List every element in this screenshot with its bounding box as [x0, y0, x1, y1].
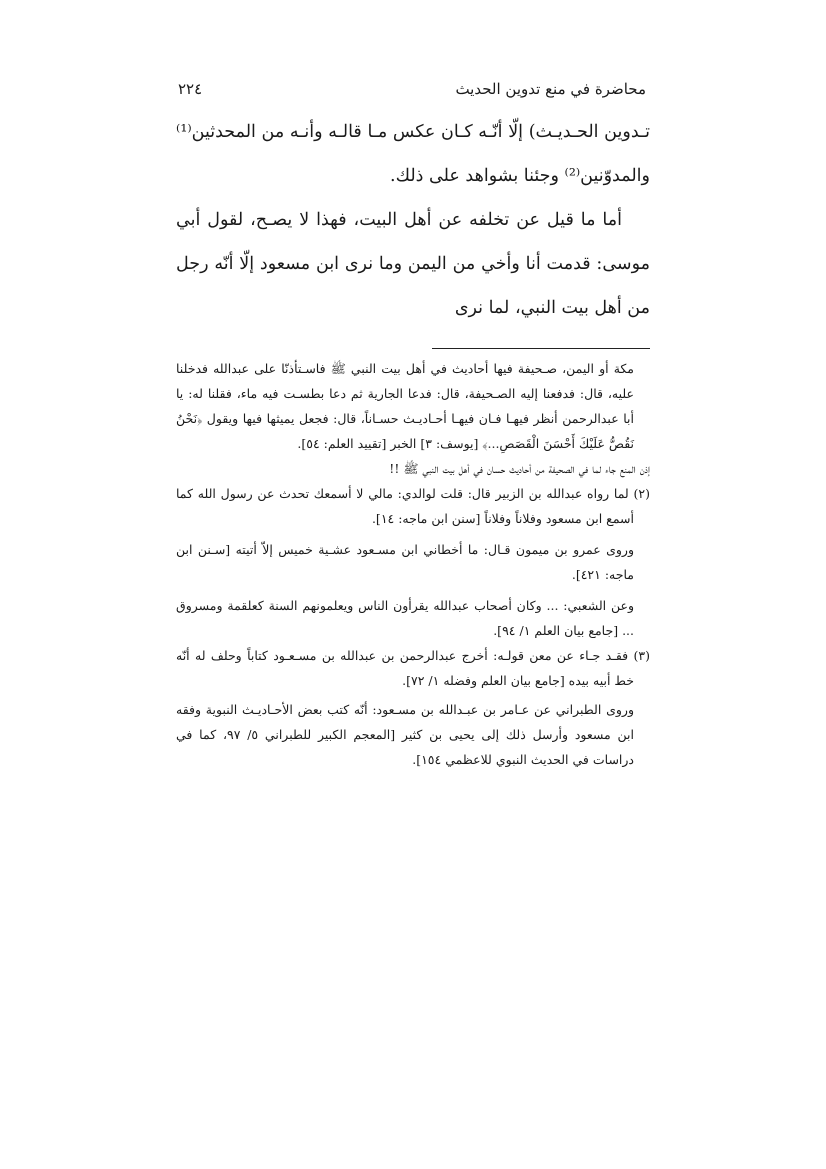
footnote-2: (٢) لما رواه عبدالله بن الزبير قال: قلت لوالدي: مالي لا أسمعك تحدث عن رسول الله كما أسمع ابن مسعود وفلاناً وفلاناً [سنن ابن ماجه: ١٤].	[176, 486, 650, 526]
footnote-3-paragraph: وروى الطبراني عن عـامر بن عبـدالله بن مسـعود: أنّه كتب بعض الأحـاديـث النبوية وفقه ابن مسعود وأرسل ذلك إلى يحيى بن كثير [المعجم الكبير للطبراني ٥/ ٩٧، كما في دراسات في الحديث النبوي للاعظمي ١٥٤].	[176, 702, 634, 767]
footnote-3: (٣) فقـد جـاء عن معن قولـه: أخرج عبدالرحمن بن عبدالله بن مسـعـود كتاباً وحلف له أنّه خط أبيه بيده [جامع بيان العلم وفضله ١/ ٧٢].	[176, 648, 650, 688]
footnote-continuation: مكة أو اليمن، صـحيفة فيها أحاديث في أهل بيت النبي ﷺ فاسـتأذنّا على عبدالله فدخلنا عليه، قال: فدفعنا إليه الصـحيفة، قال: فدعا الجارية ثم دعا بطسـت فيه ماء، فقلنا له: يا أبا عبدالرحمن أنظر فيهـا فـان فيهـا أحـاديـث حسـاناً، قال: فجعل يميثها فيها ويقول ﴿نَحْنُ نَقُصُّ عَلَيْكَ أَحْسَنَ الْقَصَصِ...﴾ [يوسف: ٣] الخبر [تقييد العلم: ٥٤].	[176, 361, 634, 451]
page-header	[178, 80, 646, 104]
footnotes	[176, 356, 650, 772]
footnote-2-paragraph: وعن الشعبي: ... وكان أصحاب عبدالله يقرأون الناس ويعلمونهم السنة كعلقمة ومسروق ... [جامع بيان العلم ١/ ٩٤].	[176, 598, 634, 638]
page-number: ٢٢٤	[178, 80, 203, 98]
main-paragraph: أما ما قيل عن تخلفه عن أهل البيت، فهذا لا يصـح، لقول أبي موسى: قدمت أنا وأخي من اليمن وما نرى ابن مسعود إلّا أنّه رجل من أهل بيت النبي، لما نرى	[176, 210, 650, 318]
main-paragraph: تـدوين الحـديـث) إلّا أنّـه كـان عكس مـا قالـه وأنـه من المحدثين⁽¹⁾ والمدوّنين⁽²⁾ وجئنا بشواهد على ذلك.	[176, 122, 650, 186]
running-title: محاضرة في منع تدوين الحديث	[455, 80, 646, 98]
footnote-remark: إذن المنع جاء لما في الصحيفة من أحاديث حسان في أهل بيت النبي ﷺ !!	[389, 461, 650, 476]
main-text	[176, 110, 650, 330]
footnote-divider	[432, 348, 650, 349]
footnote-2-paragraph: وروى عمرو بن ميمون قـال: ما أخطاني ابن مسـعود عشـية خميس إلاّ أتيته [سـنن ابن ماجه: ٤٢١].	[176, 542, 634, 582]
